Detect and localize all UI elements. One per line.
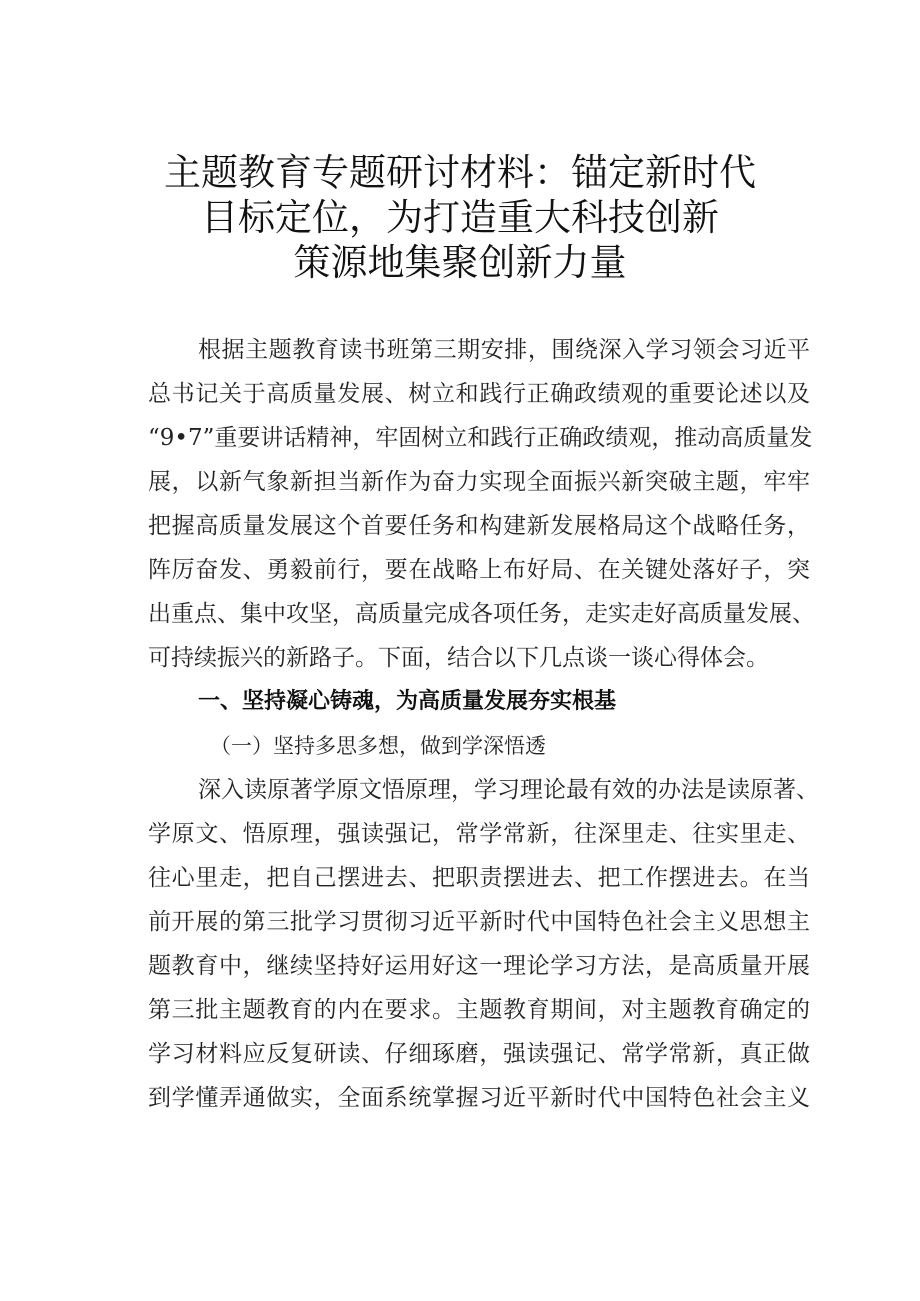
document-body bbox=[148, 328, 819, 1120]
paragraph-line: 到学懂弄通做实，全面系统掌握习近平新时代中国特色社会主义 bbox=[148, 1085, 810, 1111]
title-line: 主题教育专题研讨材料：锚定新时代 bbox=[164, 151, 756, 194]
section-heading: 一、坚持凝心铸魂，为高质量发展夯实根基 bbox=[198, 689, 617, 714]
paragraph-line: 可持续振兴的新路子。下面，结合以下几点谈一谈心得体会。 bbox=[148, 645, 769, 671]
title-line: 目标定位，为打造重大科技创新 bbox=[201, 196, 719, 239]
paragraph-line: 深入读原著学原文悟原理，学习理论最有效的办法是读原著、 bbox=[198, 777, 819, 803]
subsection-heading: （一）坚持多思多想，做到学深悟透 bbox=[210, 734, 546, 758]
paragraph-line: 把握高质量发展这个首要任务和构建新发展格局这个战略任务， bbox=[148, 513, 810, 539]
paragraph-line: 往心里走，把自己摆进去、把职责摆进去、把工作摆进去。在当 bbox=[148, 865, 810, 891]
paragraph-line: 学习材料应反复研读、仔细琢磨，强读强记、常学常新，真正做 bbox=[148, 1041, 810, 1067]
paragraph-line: 学原文、悟原理，强读强记，常学常新，往深里走、往实里走、 bbox=[148, 821, 810, 847]
paragraph-line: 阵厉奋发、勇毅前行，要在战略上布好局、在关键处落好子，突 bbox=[148, 557, 810, 583]
paragraph-line: 题教育中，继续坚持好运用好这一理论学习方法，是高质量开展 bbox=[148, 953, 810, 979]
paragraph-line: “9•7”重要讲话精神，牢固树立和践行正确政绩观，推动高质量发 bbox=[148, 425, 813, 451]
paragraph-line: 前开展的第三批学习贯彻习近平新时代中国特色社会主义思想主 bbox=[148, 909, 810, 935]
body-paragraph bbox=[148, 768, 819, 1120]
document-title bbox=[120, 150, 800, 285]
paragraph-line: 根据主题教育读书班第三期安排，围绕深入学习领会习近平 bbox=[198, 337, 810, 363]
intro-paragraph bbox=[148, 328, 815, 680]
paragraph-line: 第三批主题教育的内在要求。主题教育期间，对主题教育确定的 bbox=[148, 997, 810, 1023]
paragraph-line: 展，以新气象新担当新作为奋力实现全面振兴新突破主题，牢牢 bbox=[148, 469, 810, 495]
title-line: 策源地集聚创新力量 bbox=[293, 241, 627, 284]
paragraph-line: 总书记关于高质量发展、树立和践行正确政绩观的重要论述以及 bbox=[148, 381, 810, 407]
paragraph-line: 出重点、集中攻坚，高质量完成各项任务，走实走好高质量发展、 bbox=[148, 601, 815, 627]
